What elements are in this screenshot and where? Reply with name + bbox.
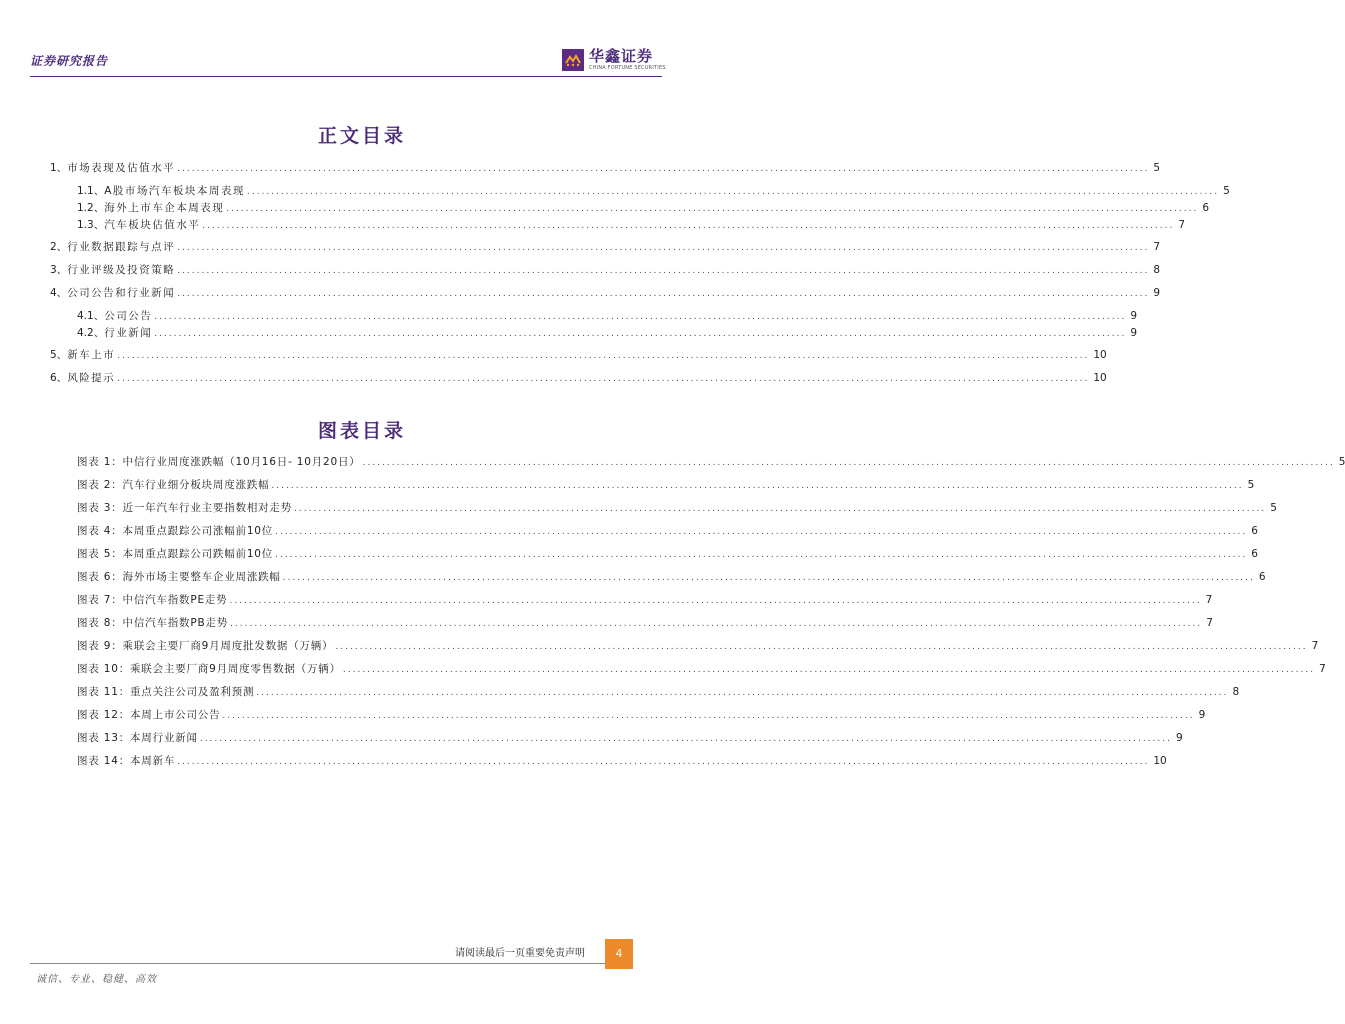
dot-leader: ........................................................................................................................................................................................................ bbox=[202, 221, 1175, 231]
figure-entry-label: 图表 3：近一年汽车行业主要指数相对走势 bbox=[77, 502, 293, 514]
dot-leader: ........................................................................................................................................................................................................ bbox=[177, 266, 1150, 276]
figures-title: 图表目录 bbox=[317, 420, 406, 442]
figure-entry[interactable] bbox=[77, 753, 1167, 769]
toc-entry[interactable] bbox=[77, 308, 1138, 324]
figure-entry[interactable] bbox=[77, 592, 1213, 608]
toc-entry-page: 5 bbox=[1223, 185, 1230, 197]
toc-entry-number: 1.3、 bbox=[77, 219, 105, 231]
toc-entry-number: 1、 bbox=[50, 162, 68, 174]
toc-entry-number: 4.2、 bbox=[77, 327, 105, 339]
dot-leader: ........................................................................................................................................................................................................ bbox=[177, 243, 1150, 253]
dot-leader: ........................................................................................................................................................................................................ bbox=[154, 329, 1127, 339]
dot-leader: ........................................................................................................................................................................................................ bbox=[177, 289, 1150, 299]
toc-entry-label: 海外上市车企本周表现 bbox=[104, 202, 225, 214]
figure-entry-page: 7 bbox=[1206, 617, 1213, 629]
figure-entry-label: 图表 7：中信汽车指数PE走势 bbox=[77, 594, 228, 606]
figure-entry-page: 9 bbox=[1175, 732, 1183, 744]
dot-leader: ........................................................................................................................................................................................................ bbox=[275, 527, 1248, 537]
figure-entry[interactable] bbox=[77, 684, 1240, 700]
toc-entry-label: 风险提示 bbox=[67, 372, 116, 384]
toc-entry-label: 行业评级及投资策略 bbox=[67, 264, 176, 276]
figure-entry[interactable] bbox=[77, 546, 1258, 562]
figure-entry-page: 6 bbox=[1251, 548, 1258, 560]
toc-entry-page: 10 bbox=[1093, 372, 1107, 384]
toc-entry[interactable] bbox=[77, 217, 1186, 233]
figure-entry-label: 图表 1：中信行业周度涨跌幅（10月16日- 10月20日） bbox=[77, 456, 361, 468]
figure-entry-label: 图表 11：重点关注公司及盈利预测 bbox=[77, 686, 255, 698]
disclaimer-notice: 请阅读最后一页重要免责声明 bbox=[455, 948, 585, 959]
figure-entry-label: 图表 6：海外市场主要整车企业周涨跌幅 bbox=[77, 571, 281, 583]
toc-entry-label: 行业数据跟踪与点评 bbox=[67, 241, 176, 253]
figure-entry[interactable] bbox=[77, 615, 1213, 631]
toc-entry[interactable] bbox=[77, 200, 1210, 216]
toc-entry[interactable] bbox=[50, 262, 1161, 278]
company-logo bbox=[562, 47, 666, 73]
toc-entry-label: 市场表现及估值水平 bbox=[67, 162, 176, 174]
dot-leader: ........................................................................................................................................................................................................ bbox=[362, 458, 1335, 468]
figure-entry[interactable] bbox=[77, 707, 1206, 723]
figure-entry-page: 7 bbox=[1311, 640, 1319, 652]
page-number-badge: 4 bbox=[605, 939, 633, 969]
figure-entry-label: 图表 12：本周上市公司公告 bbox=[77, 709, 221, 721]
toc-entry-number: 1.2、 bbox=[77, 202, 105, 214]
dot-leader: ........................................................................................................................................................................................................ bbox=[177, 164, 1150, 174]
toc-entry[interactable] bbox=[50, 347, 1107, 363]
figure-entry-label: 图表 9：乘联会主要厂商9月周度批发数据（万辆） bbox=[77, 640, 334, 652]
toc-entry-number: 1.1、 bbox=[77, 185, 105, 197]
toc-entry-number: 4.1、 bbox=[77, 310, 105, 322]
figure-entry[interactable] bbox=[77, 477, 1255, 493]
dot-leader: ........................................................................................................................................................................................................ bbox=[222, 711, 1195, 721]
toc-entry-page: 6 bbox=[1202, 202, 1210, 214]
figure-entry-label: 图表 13：本周行业新闻 bbox=[77, 732, 198, 744]
dot-leader: ........................................................................................................................................................................................................ bbox=[335, 642, 1308, 652]
toc-entry-page: 7 bbox=[1153, 241, 1161, 253]
figure-entry[interactable] bbox=[77, 569, 1266, 585]
figure-entry[interactable] bbox=[77, 730, 1183, 746]
dot-leader: ........................................................................................................................................................................................................ bbox=[117, 351, 1090, 361]
toc-entry-page: 9 bbox=[1130, 327, 1138, 339]
report-type-label: 证券研究报告 bbox=[30, 54, 109, 68]
figure-entry-page: 9 bbox=[1198, 709, 1206, 721]
dot-leader: ........................................................................................................................................................................................................ bbox=[230, 619, 1203, 629]
figure-entry-page: 7 bbox=[1205, 594, 1213, 606]
dot-leader: ........................................................................................................................................................................................................ bbox=[229, 596, 1202, 606]
dot-leader: ........................................................................................................................................................................................................ bbox=[117, 374, 1090, 384]
toc-entry-label: 公司公告 bbox=[104, 310, 153, 322]
toc-entry-number: 5、 bbox=[50, 349, 68, 361]
toc-entry-page: 10 bbox=[1093, 349, 1107, 361]
toc-entry-number: 4、 bbox=[50, 287, 68, 299]
figure-entry-label: 图表 8：中信汽车指数PB走势 bbox=[77, 617, 229, 629]
dot-leader: ........................................................................................................................................................................................................ bbox=[271, 481, 1244, 491]
figure-entry[interactable] bbox=[77, 661, 1326, 677]
dot-leader: ........................................................................................................................................................................................................ bbox=[154, 312, 1127, 322]
toc-entry[interactable] bbox=[77, 325, 1138, 341]
toc-entry[interactable] bbox=[50, 370, 1107, 386]
toc-entry-page: 7 bbox=[1178, 219, 1186, 231]
toc-entry-label: 行业新闻 bbox=[104, 327, 153, 339]
dot-leader: ........................................................................................................................................................................................................ bbox=[256, 688, 1229, 698]
toc-entry-label: 公司公告和行业新闻 bbox=[67, 287, 176, 299]
toc-entry-label: A股市场汽车板块本周表现 bbox=[104, 185, 245, 197]
figure-entry-page: 5 bbox=[1338, 456, 1345, 468]
dot-leader: ........................................................................................................................................................................................................ bbox=[246, 187, 1220, 197]
figure-entry-page: 6 bbox=[1258, 571, 1266, 583]
logo-name-en: CHINA FORTUNE SECURITIES bbox=[589, 65, 666, 71]
toc-entry-page: 9 bbox=[1130, 310, 1138, 322]
figure-entry-page: 7 bbox=[1319, 663, 1326, 675]
figure-entry-page: 5 bbox=[1247, 479, 1255, 491]
figure-entry-page: 5 bbox=[1270, 502, 1277, 514]
figure-entry-label: 图表 5：本周重点跟踪公司跌幅前10位 bbox=[77, 548, 274, 560]
figure-entry-page: 10 bbox=[1153, 755, 1167, 767]
toc-entry-page: 9 bbox=[1153, 287, 1161, 299]
toc-title: 正文目录 bbox=[317, 125, 406, 147]
toc-entry-page: 5 bbox=[1153, 162, 1161, 174]
dot-leader: ........................................................................................................................................................................................................ bbox=[342, 665, 1316, 675]
toc-entry[interactable] bbox=[77, 183, 1230, 199]
figure-entry[interactable] bbox=[77, 638, 1319, 654]
figure-entry-page: 8 bbox=[1232, 686, 1240, 698]
logo-name-cn: 华鑫证券 bbox=[589, 47, 654, 65]
logo-mark-icon bbox=[562, 49, 584, 71]
toc-entry[interactable] bbox=[50, 285, 1161, 301]
toc-entry[interactable] bbox=[50, 160, 1161, 176]
figure-entry[interactable] bbox=[77, 523, 1258, 539]
figure-entry-label: 图表 4：本周重点跟踪公司涨幅前10位 bbox=[77, 525, 274, 537]
figure-entry[interactable] bbox=[77, 454, 1345, 470]
dot-leader: ........................................................................................................................................................................................................ bbox=[275, 550, 1248, 560]
figure-entry-label: 图表 2：汽车行业细分板块周度涨跌幅 bbox=[77, 479, 270, 491]
header-divider bbox=[30, 76, 662, 77]
toc-entry-label: 汽车板块估值水平 bbox=[104, 219, 201, 231]
figure-entry-label: 图表 14：本周新车 bbox=[77, 755, 176, 767]
toc-entry-label: 新车上市 bbox=[67, 349, 116, 361]
toc-entry-number: 6、 bbox=[50, 372, 68, 384]
footer-divider bbox=[30, 963, 605, 964]
footer-slogan: 诚信、专业、稳健、高效 bbox=[36, 974, 157, 985]
figure-entry-label: 图表 10：乘联会主要厂商9月周度零售数据（万辆） bbox=[77, 663, 341, 675]
toc-entry-number: 3、 bbox=[50, 264, 68, 276]
dot-leader: ........................................................................................................................................................................................................ bbox=[199, 734, 1172, 744]
dot-leader: ........................................................................................................................................................................................................ bbox=[177, 757, 1150, 767]
figure-entry[interactable] bbox=[77, 500, 1277, 516]
dot-leader: ........................................................................................................................................................................................................ bbox=[282, 573, 1255, 583]
dot-leader: ........................................................................................................................................................................................................ bbox=[226, 204, 1199, 214]
toc-entry-number: 2、 bbox=[50, 241, 68, 253]
toc-entry-page: 8 bbox=[1153, 264, 1161, 276]
dot-leader: ........................................................................................................................................................................................................ bbox=[294, 504, 1267, 514]
toc-entry[interactable] bbox=[50, 239, 1161, 255]
figure-entry-page: 6 bbox=[1251, 525, 1258, 537]
